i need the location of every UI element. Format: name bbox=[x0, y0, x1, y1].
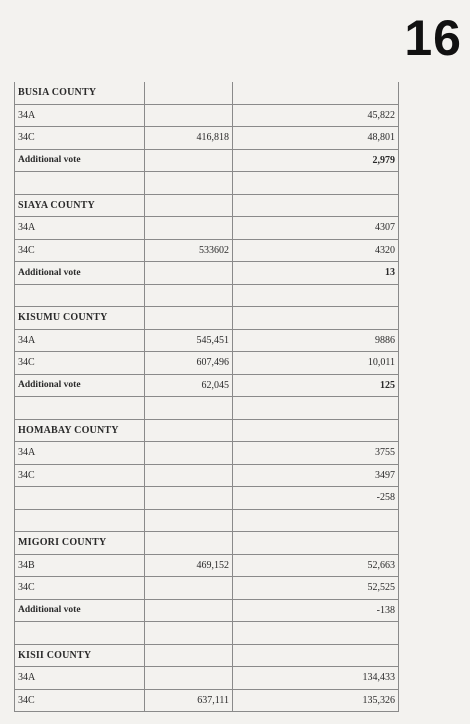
additional-vote-row bbox=[15, 149, 399, 172]
registered-value bbox=[145, 532, 233, 555]
vote-value bbox=[233, 509, 399, 532]
table-row bbox=[15, 352, 399, 375]
county-header-row bbox=[15, 419, 399, 442]
county-name: KISII COUNTY bbox=[15, 644, 145, 667]
vote-value bbox=[233, 194, 399, 217]
table-row bbox=[15, 554, 399, 577]
row-label bbox=[15, 397, 145, 420]
registered-value bbox=[145, 217, 233, 240]
registered-value bbox=[145, 82, 233, 104]
table-row bbox=[15, 464, 399, 487]
vote-value bbox=[233, 172, 399, 195]
vote-value bbox=[233, 397, 399, 420]
vote-value: 13 bbox=[233, 262, 399, 285]
table-body bbox=[15, 82, 399, 712]
vote-value bbox=[233, 82, 399, 104]
registered-value bbox=[145, 307, 233, 330]
vote-value: 2,979 bbox=[233, 149, 399, 172]
row-label: 34A bbox=[15, 217, 145, 240]
vote-value: 10,011 bbox=[233, 352, 399, 375]
row-label: 34C bbox=[15, 577, 145, 600]
table-row bbox=[15, 127, 399, 150]
registered-value bbox=[145, 194, 233, 217]
spacer-row bbox=[15, 172, 399, 195]
registered-value bbox=[145, 149, 233, 172]
row-label: Additional vote bbox=[15, 262, 145, 285]
registered-value bbox=[145, 442, 233, 465]
row-label: 34B bbox=[15, 554, 145, 577]
county-header-row bbox=[15, 532, 399, 555]
registered-value bbox=[145, 284, 233, 307]
county-name: KISUMU COUNTY bbox=[15, 307, 145, 330]
table-row bbox=[15, 689, 399, 712]
vote-value bbox=[233, 644, 399, 667]
registered-value bbox=[145, 397, 233, 420]
page-number: 16 bbox=[404, 10, 462, 66]
row-label: 34C bbox=[15, 127, 145, 150]
row-label: Additional vote bbox=[15, 599, 145, 622]
row-label: 34C bbox=[15, 464, 145, 487]
county-name: BUSIA COUNTY bbox=[15, 82, 145, 104]
vote-value: 125 bbox=[233, 374, 399, 397]
additional-vote-row bbox=[15, 374, 399, 397]
row-label: 34A bbox=[15, 329, 145, 352]
county-name: MIGORI COUNTY bbox=[15, 532, 145, 555]
registered-value: 469,152 bbox=[145, 554, 233, 577]
row-label: Additional vote bbox=[15, 149, 145, 172]
registered-value bbox=[145, 104, 233, 127]
row-label: 34A bbox=[15, 667, 145, 690]
vote-value bbox=[233, 284, 399, 307]
registered-value bbox=[145, 172, 233, 195]
table-row bbox=[15, 217, 399, 240]
vote-value bbox=[233, 419, 399, 442]
registered-value: 545,451 bbox=[145, 329, 233, 352]
table-row bbox=[15, 577, 399, 600]
table-row bbox=[15, 239, 399, 262]
additional-vote-row bbox=[15, 262, 399, 285]
vote-value: 45,822 bbox=[233, 104, 399, 127]
vote-value: 9886 bbox=[233, 329, 399, 352]
row-label: 34A bbox=[15, 104, 145, 127]
table-row bbox=[15, 667, 399, 690]
vote-value: 3497 bbox=[233, 464, 399, 487]
row-label bbox=[15, 487, 145, 510]
spacer-row bbox=[15, 509, 399, 532]
registered-value bbox=[145, 667, 233, 690]
registered-value bbox=[145, 599, 233, 622]
county-header-row bbox=[15, 307, 399, 330]
registered-value: 607,496 bbox=[145, 352, 233, 375]
vote-value bbox=[233, 307, 399, 330]
county-vote-table bbox=[14, 82, 399, 712]
row-label: 34A bbox=[15, 442, 145, 465]
registered-value: 533602 bbox=[145, 239, 233, 262]
table-row bbox=[15, 487, 399, 510]
vote-value bbox=[233, 532, 399, 555]
vote-value bbox=[233, 622, 399, 645]
table-row bbox=[15, 329, 399, 352]
registered-value bbox=[145, 577, 233, 600]
registered-value: 416,818 bbox=[145, 127, 233, 150]
spacer-row bbox=[15, 622, 399, 645]
additional-vote-row bbox=[15, 599, 399, 622]
registered-value: 637,111 bbox=[145, 689, 233, 712]
row-label bbox=[15, 622, 145, 645]
county-name: SIAYA COUNTY bbox=[15, 194, 145, 217]
vote-value: -258 bbox=[233, 487, 399, 510]
row-label bbox=[15, 284, 145, 307]
row-label: 34C bbox=[15, 352, 145, 375]
row-label bbox=[15, 509, 145, 532]
vote-value: 48,801 bbox=[233, 127, 399, 150]
vote-value: 3755 bbox=[233, 442, 399, 465]
county-header-row bbox=[15, 194, 399, 217]
row-label: 34C bbox=[15, 689, 145, 712]
table-row bbox=[15, 104, 399, 127]
vote-value: 135,326 bbox=[233, 689, 399, 712]
vote-value: 52,525 bbox=[233, 577, 399, 600]
table-row bbox=[15, 442, 399, 465]
row-label bbox=[15, 172, 145, 195]
registered-value bbox=[145, 419, 233, 442]
row-label: Additional vote bbox=[15, 374, 145, 397]
vote-value: 134,433 bbox=[233, 667, 399, 690]
vote-value: -138 bbox=[233, 599, 399, 622]
registered-value bbox=[145, 622, 233, 645]
vote-value: 52,663 bbox=[233, 554, 399, 577]
registered-value bbox=[145, 509, 233, 532]
spacer-row bbox=[15, 397, 399, 420]
registered-value bbox=[145, 644, 233, 667]
vote-value: 4320 bbox=[233, 239, 399, 262]
registered-value: 62,045 bbox=[145, 374, 233, 397]
spacer-row bbox=[15, 284, 399, 307]
county-header-row bbox=[15, 644, 399, 667]
county-name: HOMABAY COUNTY bbox=[15, 419, 145, 442]
registered-value bbox=[145, 487, 233, 510]
vote-value: 4307 bbox=[233, 217, 399, 240]
county-header-row bbox=[15, 82, 399, 104]
registered-value bbox=[145, 262, 233, 285]
row-label: 34C bbox=[15, 239, 145, 262]
registered-value bbox=[145, 464, 233, 487]
